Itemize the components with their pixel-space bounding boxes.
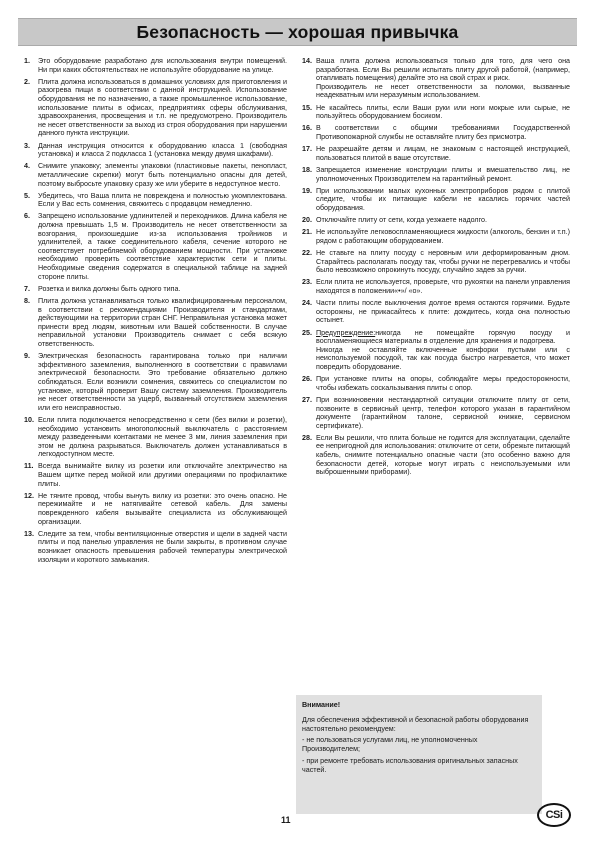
list-item xyxy=(302,187,570,213)
list-item xyxy=(302,124,570,141)
item-text xyxy=(316,329,570,372)
item-text: Не касайтесь плиты, если Ваши руки или ноги мокрые или сырые, не пользуйтесь оборудованием босиком. xyxy=(316,103,570,121)
attention-bullet: - не пользоваться услугами лиц, не уполномоченных Производителем; xyxy=(302,736,478,754)
item-number: 18. xyxy=(302,165,312,174)
list-item xyxy=(24,416,287,459)
list-item xyxy=(302,228,570,245)
list-item xyxy=(24,352,287,412)
item-number: 24. xyxy=(302,299,312,308)
list-item xyxy=(24,192,287,209)
list-item xyxy=(24,57,287,74)
page-number: 11 xyxy=(281,815,291,825)
item-paragraph: Ваша плита должна использоваться только для того, для чего она разработана. Если Вы решили испытать плиту другой работой, (например, отапливать помещения) делайте это на свой страх и риск. xyxy=(316,57,570,83)
item-text: Плита должна устанавливаться только квалифицированным персоналом, в соответствии с рекомендациями Производителя и стандартами, действующими на территории стран СНГ. Неправильная установка может принести вред людям, животным или Вашей собственности. В случае неправильной установки Производитель снимает с себя всякую ответственность. xyxy=(38,297,287,348)
item-text: Запрещено использование удлинителей и переходников. Длина кабеля не должна превышать 1,5 м. Производитель не несет ответственности за возгорания, произошедшие из-за использования тройников и удлинителей, а также соединительного кабеля, сечение которого не соответствует потребляемой оборудованием мощности. При установке необходимо проверить соответствие характеристик сети и плиты. Необходимые сведения содержатся в специальной таблице на задней стороне плиты. xyxy=(38,212,287,281)
item-number: 1. xyxy=(24,57,30,65)
list-item xyxy=(24,492,287,526)
item-text: Это оборудование разработано для использования внутри помещений. Ни при каких обстоятельствах не используйте оборудование на улице. xyxy=(38,57,287,74)
item-number: 28. xyxy=(302,433,312,442)
item-text: Снимите упаковку; элементы упаковки (пластиковые пакеты, пенопласт, металлические скрепки) могут быть потенциально опасны для детей, поэтому выбросьте упаковку сразу же или уберите в недоступное место. xyxy=(38,162,287,188)
attention-title: Внимание! xyxy=(302,701,341,709)
item-text: Не разрешайте детям и лицам, не знакомым с настоящей инструкцией, пользоваться плитой в ваше отсутствие. xyxy=(316,145,570,162)
list-item xyxy=(302,278,570,295)
page-title: Безопасность — хорошая привычка xyxy=(136,21,459,42)
item-number: 10. xyxy=(24,415,34,424)
item-number: 8. xyxy=(24,297,30,305)
list-item xyxy=(24,78,287,138)
item-text: Следите за тем, чтобы вентиляционные отверстия и щели в задней части плиты и под панелью управления не были закрыты, в противном случае возникает опасность превышения рабочей температуры электрической изоляции и короткого замыкания. xyxy=(38,529,287,564)
item-number: 25. xyxy=(302,328,312,337)
item-paragraph: Производитель не несет ответственности за поломки, вызванные неадекватным или неразумным использованием. xyxy=(316,82,570,100)
item-text xyxy=(316,57,570,100)
list-item xyxy=(24,297,287,349)
item-number: 11. xyxy=(24,462,34,471)
list-item xyxy=(302,166,570,183)
item-paragraph xyxy=(316,329,570,346)
item-text: Всегда вынимайте вилку из розетки или отключайте электричество на Вашем щитке перед мойкой или другими операциями по профилактике плиты. xyxy=(38,462,287,488)
list-item xyxy=(24,285,287,294)
list-item xyxy=(24,142,287,159)
left-column xyxy=(24,57,287,568)
item-number: 3. xyxy=(24,141,30,150)
item-text: Не тяните провод, чтобы вынуть вилку из розетки: это очень опасно. Не пережимайте и не натягивайте сетевой кабель. Для замены поврежденного кабеля вызывайте специалиста из обслуживающей организации. xyxy=(38,491,287,526)
item-number: 6. xyxy=(24,212,30,221)
item-number: 4. xyxy=(24,162,30,171)
attention-box xyxy=(296,695,542,814)
item-text: Убедитесь, что Ваша плита не повреждена и полностью укомплектована. Если у Вас есть сомнения, свяжитесь с продавцом немедленно. xyxy=(38,191,287,209)
warning-label: Предупреждение: xyxy=(316,328,376,337)
item-number: 22. xyxy=(302,249,312,258)
item-text: При использовании малых кухонных электроприборов рядом с плитой следите, чтобы их питающие кабели не касались горячих частей оборудования. xyxy=(316,186,570,212)
item-text: Если плита подключается непосредственно к сети (без вилки и розетки), необходимо установить многополюсный выключатель с расстоянием между разведенными контактами не менее 3 мм, линия заземления при этом не должна разрываться. Выключатель должен устанавливаться в легкодоступном месте. xyxy=(38,415,287,459)
item-text: Плита должна использоваться в домашних условиях для приготовления и разогрева пищи в соответствии с данной инструкцией. Использование оборудования не по назначению, а также промышленное использование, использование плиты в офисах, предприятиях сферы обслуживания, здравоохранения, просвещения и т.п. не предусмотрено. Производитель не несет ответственности за выход из строя оборудования при нарушении данного пункта инструкции. xyxy=(38,77,287,138)
item-text: Не используйте легковоспламеняющиеся жидкости (алкоголь, бензин и т.п.) рядом с работающим оборудованием. xyxy=(316,228,570,245)
list-item xyxy=(302,249,570,275)
item-text: Электрическая безопасность гарантирована только при наличии эффективного заземления, выполненного в соответствии с правилами электрической безопасности. Это требование обязательно должно соблюдаться. Если возникли сомнения, свяжитесь со специалистом по установке, который проверит Вашу систему заземления. Производитель не несет ответственности за ущерб, вызванный отсутствием заземления или его неисправностью. xyxy=(38,352,287,412)
item-number: 12. xyxy=(24,491,34,500)
list-item xyxy=(302,299,570,325)
list-item xyxy=(302,375,570,392)
list-item xyxy=(24,462,287,488)
item-paragraph: Никогда не оставляйте включенные конфорки пустыми или с неиспользуемой посудой, так как посуда быстро нагревается, что может повредить оборудование. xyxy=(316,345,570,371)
logo-text: CSi xyxy=(545,809,563,821)
item-number: 27. xyxy=(302,395,312,404)
list-item xyxy=(24,530,287,564)
item-text: Данная инструкция относится к оборудованию класса 1 (свободная установка) и класса 2 подкласса 1 (установка между двумя шкафами). xyxy=(38,141,287,159)
item-text: Отключайте плиту от сети, когда уезжаете надолго. xyxy=(316,216,487,225)
item-number: 16. xyxy=(302,124,312,133)
warning-text: никогда не помещайте горячую посуду и воспламеняющиеся материалы в отделение для хранения и подогрева. xyxy=(316,328,570,346)
item-number: 17. xyxy=(302,145,312,154)
item-number: 13. xyxy=(24,529,34,538)
item-number: 14. xyxy=(302,57,312,65)
list-item xyxy=(24,212,287,281)
list-item xyxy=(302,104,570,121)
list-item xyxy=(302,216,570,225)
item-text: В соответствии с общими требованиями Государственной Противопожарной службы не оставляйте плиту без присмотра. xyxy=(316,124,570,141)
item-number: 23. xyxy=(302,278,312,287)
item-number: 2. xyxy=(24,77,30,86)
list-item xyxy=(302,396,570,430)
item-text: При возникновении нестандартной ситуации отключите плиту от сети, позвоните в сервисный центр, телефон которого указан в гарантийном документе (гарантийном талоне, сервисной книжке, сервисном сертификате). xyxy=(316,395,570,430)
item-number: 7. xyxy=(24,284,30,293)
item-text: Если плита не используется, проверьте, что рукоятки на панели управления находятся в положении«•»/ «o». xyxy=(316,278,570,295)
attention-intro: Для обеспечения эффективной и безопасной работы оборудования настоятельно рекомендуем: xyxy=(302,715,529,733)
item-number: 5. xyxy=(24,191,30,200)
title-bar xyxy=(18,18,577,46)
csi-logo xyxy=(537,803,571,827)
right-column xyxy=(302,57,570,480)
item-number: 9. xyxy=(24,352,30,361)
item-text: При установке плиты на опоры, соблюдайте меры предосторожности, чтобы избежать соскальзывания плиты с опор. xyxy=(316,375,570,392)
list-item xyxy=(302,434,570,477)
item-text: Запрещается изменение конструкции плиты и вмешательство лиц, не уполномоченных Производителем на гарантийный ремонт. xyxy=(316,165,570,183)
item-text: Розетка и вилка должны быть одного типа. xyxy=(38,284,181,293)
item-text: Не ставьте на плиту посуду с неровным или деформированным дном. Старайтесь располагать посуду так, чтобы ручки не перегревались и чтобы было невозможно опрокинуть посуду, случайно задев за ручки. xyxy=(316,249,570,275)
item-number: 19. xyxy=(302,186,312,195)
list-item xyxy=(302,57,570,100)
item-text: Части плиты после выключения долгое время остаются горячими. Будьте осторожны, не прикасайтесь к плите: дождитесь, когда она полностью остынет. xyxy=(316,299,570,325)
item-number: 15. xyxy=(302,103,312,112)
list-item xyxy=(302,329,570,372)
item-number: 20. xyxy=(302,216,312,225)
item-text: Если Вы решили, что плита больше не годится для эксплуатации, сделайте ее непригодной для использования: отключите от сети, обрежьте питающий кабель, снимите потенциально опасные части (это особенно важно для безопасности детей, которые могут играть с неиспользуемыми или выброшенными приборами). xyxy=(316,433,570,477)
item-number: 21. xyxy=(302,228,312,237)
list-item xyxy=(24,162,287,188)
item-number: 26. xyxy=(302,375,312,384)
list-item xyxy=(302,145,570,162)
attention-bullet: - при ремонте требовать использования оригинальных запасных частей. xyxy=(302,756,518,774)
